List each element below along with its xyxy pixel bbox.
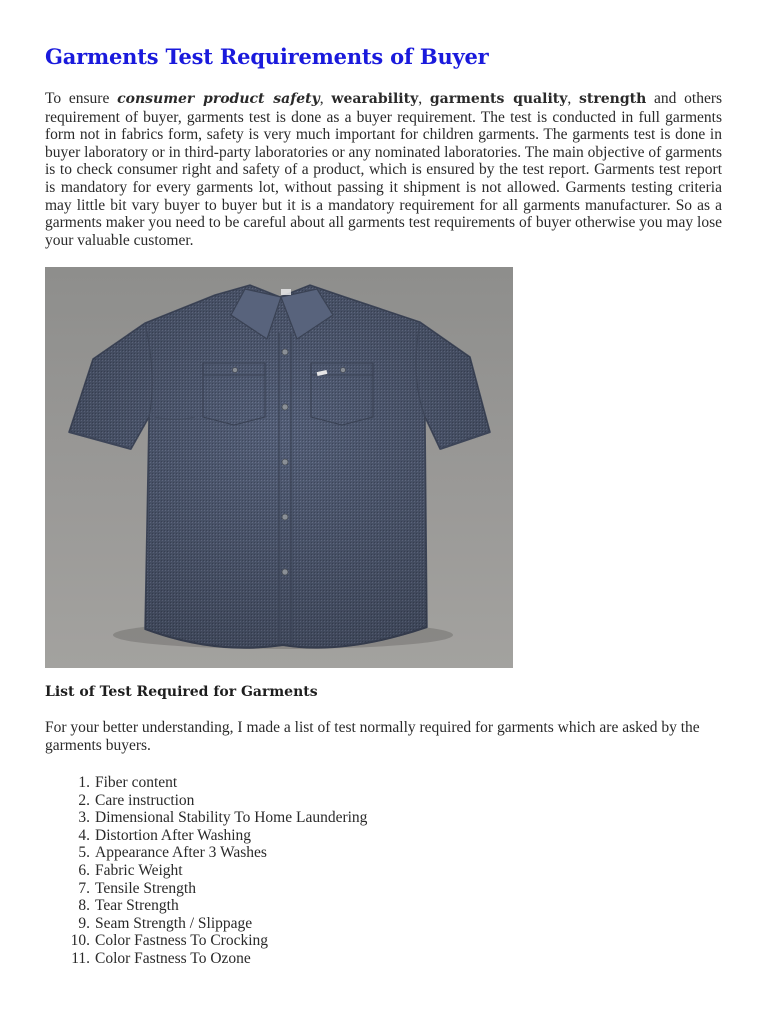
list-item [45,844,367,862]
list-item-number: 7. [78,879,90,897]
list-item-number: 9. [78,914,90,932]
list-item-number: 11. [71,949,90,967]
list-item-text: Fabric Weight [95,861,183,879]
list-item [45,809,367,827]
list-item-text: Tear Strength [95,897,179,915]
list-item-text: Tensile Strength [95,879,196,897]
intro-emphasis-strength: strength [579,91,647,107]
list-item-text: Distortion After Washing [95,826,252,844]
list-item-number: 8. [78,897,90,915]
section-heading: List of Test Required for Garments [45,684,318,700]
list-item-text: Fiber content [95,774,178,791]
list-item-number: 6. [78,861,90,879]
list-item-number: 2. [78,791,90,809]
test-list [45,774,367,968]
shirt-photo [45,267,513,668]
list-item [45,774,367,792]
intro-text-3: , [418,90,430,107]
intro-text-1: To ensure [45,90,118,107]
list-item [45,932,367,950]
list-item [45,950,367,968]
page-title: Garments Test Requirements of Buyer [45,44,489,69]
intro-paragraph [45,90,722,249]
list-item-number: 1. [78,774,90,791]
intro-text-5: and others requirement of buyer, garments test is done as a buyer requirement. The test is conducted in full garments form not in fabrics form, safety is very much important for children garments. The garments test is done in buyer laboratory or in third-party laboratories or any nominated laboratories. The main objective of garments is to check consumer right and safety of a product, which is ensured by the test report. Garments test report is mandatory for every garments lot, without passing it shipment is not allowed. Garments testing criteria may little bit vary buyer to buyer but it is a mandatory requirement for all garments manufacturer. So as a garments maker you need to be careful about all garments test requirements of buyer otherwise you may lose your valuable customer. [45,90,723,249]
list-item [45,792,367,810]
list-item-text: Seam Strength / Slippage [95,914,253,932]
list-item [45,862,367,880]
list-item-text: Color Fastness To Ozone [95,949,251,967]
list-item [45,915,367,933]
list-item-text: Care instruction [95,791,195,809]
list-item [45,880,367,898]
list-item-text: Appearance After 3 Washes [95,844,267,862]
list-item-text: Dimensional Stability To Home Laundering [95,809,368,827]
list-item-number: 5. [78,844,90,862]
intro-text-4: , [567,90,580,107]
lead-paragraph: For your better understanding, I made a list of test normally required for garments which are asked by the garments buyers. [45,719,700,754]
list-item-number: 3. [78,809,90,827]
intro-text-2: , [319,90,332,107]
list-item-text: Color Fastness To Crocking [95,932,269,950]
shirt-illustration [45,267,513,668]
list-item-number: 4. [78,826,90,844]
list-item [45,827,367,845]
list-item [45,897,367,915]
list-item-number: 10. [70,932,90,950]
intro-emphasis-quality: garments quality [429,91,568,107]
intro-emphasis-consumer-safety: consumer product safety [117,91,320,107]
intro-emphasis-wearability: wearability [331,91,419,107]
